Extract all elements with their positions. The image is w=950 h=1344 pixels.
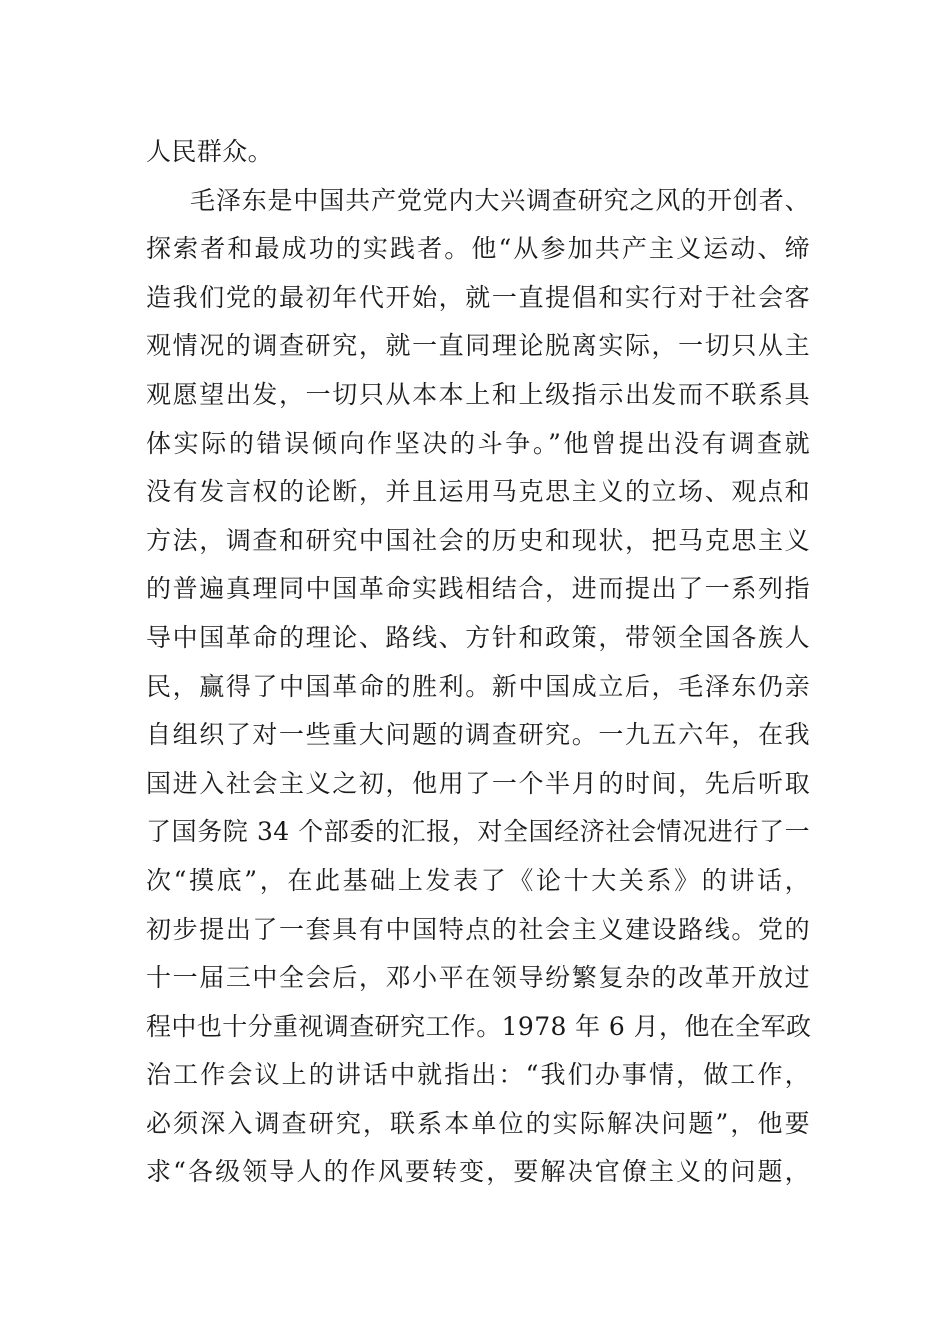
- text-line: 自组织了对一些重大问题的调查研究。一九五六年，在我: [146, 720, 810, 750]
- text-line: 求“各级领导人的作风要转变，要解决官僚主义的问题，: [146, 1157, 810, 1187]
- text-line: 探索者和最成功的实践者。他“从参加共产主义运动、缔: [146, 234, 810, 264]
- text-line: 治工作会议上的讲话中就指出：“我们办事情，做工作，: [146, 1060, 810, 1090]
- text-line: 观情况的调查研究，就一直同理论脱离实际，一切只从主: [146, 331, 810, 361]
- text-line: 没有发言权的论断，并且运用马克思主义的立场、观点和: [146, 477, 810, 507]
- text-line: 民，赢得了中国革命的胜利。新中国成立后，毛泽东仍亲: [146, 671, 810, 701]
- text-line: 导中国革命的理论、路线、方针和政策，带领全国各族人: [146, 622, 810, 652]
- body-text: [146, 128, 810, 1197]
- text-line: 十一届三中全会后，邓小平在领导纷繁复杂的改革开放过: [146, 963, 810, 993]
- text-line: 观愿望出发，一切只从本本上和上级指示出发而不联系具: [146, 379, 810, 409]
- text-line: 体实际的错误倾向作坚决的斗争。”他曾提出没有调查就: [146, 428, 810, 458]
- text-line: 初步提出了一套具有中国特点的社会主义建设路线。党的: [146, 914, 810, 944]
- text-line: 毛泽东是中国共产党党内大兴调查研究之风的开创者、: [190, 185, 810, 215]
- text-line: 人民群众。: [146, 137, 274, 166]
- text-line: 次“摸底”，在此基础上发表了《论十大关系》的讲话，: [146, 865, 810, 895]
- text-line: 程中也十分重视调查研究工作。1978 年 6 月，他在全军政: [146, 1011, 812, 1041]
- text-line: 的普遍真理同中国革命实践相结合，进而提出了一系列指: [146, 574, 810, 604]
- text-line: 必须深入调查研究，联系本单位的实际解决问题”，他要: [146, 1108, 810, 1138]
- text-line: 了国务院 34 个部委的汇报，对全国经济社会情况进行了一: [146, 817, 810, 847]
- text-line: 方法，调查和研究中国社会的历史和现状，把马克思主义: [146, 525, 810, 555]
- text-line: 国进入社会主义之初，他用了一个半月的时间，先后听取: [146, 768, 810, 798]
- text-line: 造我们党的最初年代开始，就一直提倡和实行对于社会客: [146, 282, 810, 312]
